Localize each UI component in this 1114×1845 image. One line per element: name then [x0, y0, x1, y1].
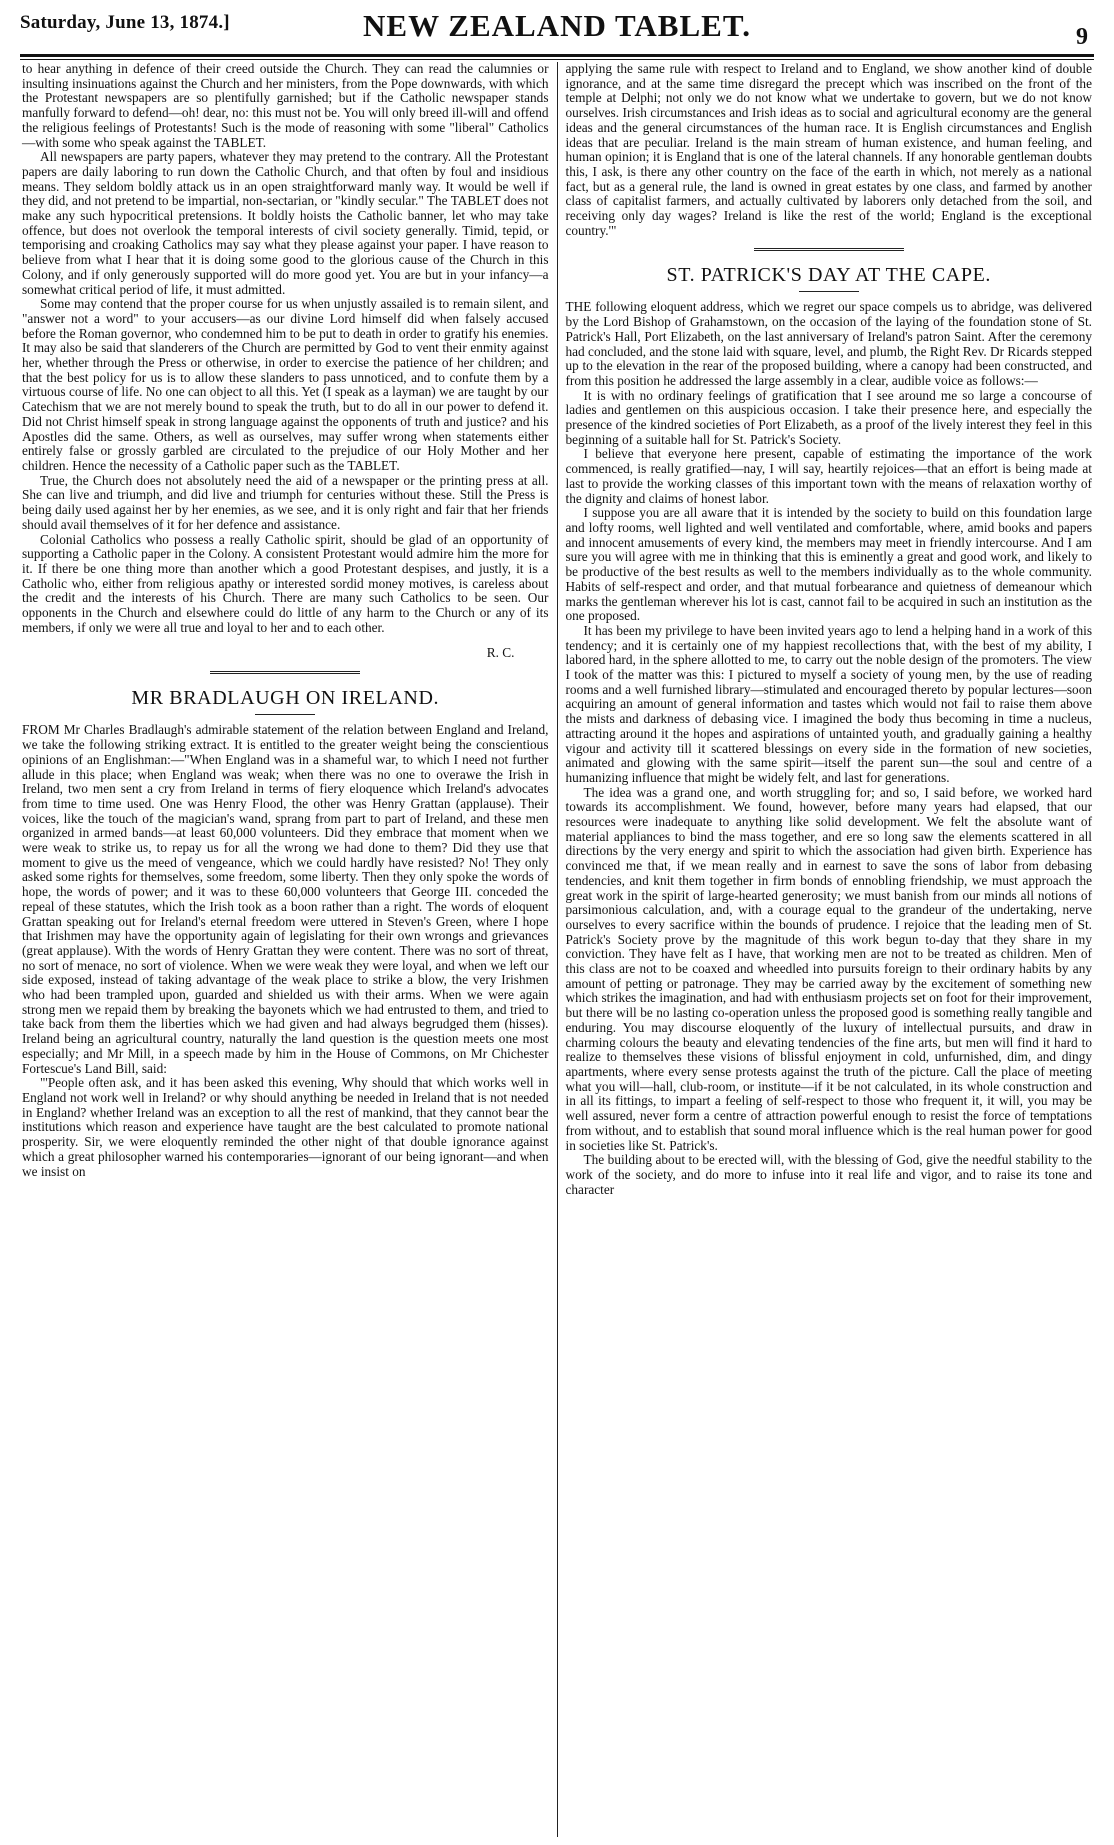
- section-separator: [754, 248, 904, 254]
- paragraph: It has been my privilege to have been invited years ago to lend a helping hand in a work of this tendency; and it is certainly one of my happiest recollections that, with the best of my ability, I labored hard, in the sphere allotted to me, to carry out the noble design of the promoters. The view I took of the matter was this: I pictured to myself a society of young men, by the use of reading rooms and a well furnished library—stimulated and encouraged thereto by popular lectures—soon acquiring an amount of general information and tastes which would not fail to raise them above the mists and darkness of debasing vice. I imagined the body thus becoming in time a nucleus, attracting around it the hopes and aspirations of untainted youth, and gradually gaining a healthy vigour and activity till it scattered blessings on every side in the formation of new societies, animated and glowing with the same spirit—itself the parent sun—the soul and centre of a humanizing influence that might be widely felt, and last for generations.: [565, 622, 1092, 785]
- paragraph: THE following eloquent address, which we regret our space compels us to abridge, was delivered by the Lord Bishop of Grahamstown, on the occasion of the laying of the foundation stone of St. Patrick's Hall, Port Elizabeth, on the last anniversary of Ireland's patron Saint. After the ceremony had concluded, and the stone laid with square, level, and plumb, the Right Rev. Dr Ricards stepped up to the elevation in the rear of the proposed building, where a canopy had been constructed, and from this position he addressed the large assembly in a clear, audible voice as follows:—: [565, 299, 1092, 388]
- paragraph: Some may contend that the proper course for us when unjustly assailed is to remain silent, and "answer not a word" to your accusers—as our divine Lord himself did when falsely accused before the Roman governor, who condemned him to be put to death in order to gratify his enemies. It may also be said that slanderers of the Church are permitted by God to vent their enmity against her, whether through the Press or otherwise, in order to exercise the patience of her children; and that the best policy for us is to allow these slanders to pass unnoticed, and to confute them by a virtuous course of life. No one can object to all this. Yet (I speak as a layman) we are taught by our Catechism that we are not merely bound to speak the truth, but to do all in our power to defend it. Did not Christ himself speak in strong language against the opponents of truth and justice? and his Apostles did the same. Others, as well as ourselves, may suffer wrong when statements either entirely false or grossly garbled are circulated to the prejudice of our Holy Mother and her children. Hence the necessity of a Catholic paper such as the TABLET.: [22, 296, 549, 473]
- page-number: 9: [1076, 24, 1088, 50]
- masthead-rule: [20, 54, 1094, 57]
- article-title-st-patricks: ST. PATRICK'S DAY AT THE CAPE.: [666, 264, 991, 287]
- paragraph: The idea was a grand one, and worth struggling for; and so, I said before, we worked hard towards its accomplishment. We found, however, before many years had elapsed, that our resources were inadequate to anything like solid development. We felt the absolute want of material appliances to bind the mass together, and ere so long saw the elements scattered in all directions by the very energy and spirit to which the association had given birth. Experience has convinced me that, if we mean really and in earnest to save the sons of labor from debasing tendencies, and knit them together in firm bonds of ennobling friendship, we must approach the great work in the spirit of large-hearted generosity; we must banish from our minds all notions of parsimonious calculation, and, with a courage equal to the grandeur of the undertaking, nerve ourselves to every sacrifice within the bounds of prudence. I rejoice that the leading men of St. Patrick's Society prove by the magnitude of this work begun to-day that they share in my conviction. They have felt as I have, that working men are not to be treated as children. Men of this class are not to be coaxed and wheedled into pursuits foreign to their ordinary habits by any amount of petting or patronage. They may be carried away by the excitement of something new which strikes the imagination, and had with enthusiasm projects set on foot for their improvement, but there will be no lasting co-operation unless the proposed good is something really tangible and enduring. You may discourse eloquently of the luxury of intellectual pursuits, and draw in charming colours the beauty and elevating tendencies of the fine arts, but men will find it hard to realize to themselves these visions of blissful enjoyment in cold, unfurnished, dim, and dingy apartments, where every sense protests against the truth of the picture. Call the place of meeting what you will—hall, club-room, or institute—if it be not calculated, in its whole construction and in all its fittings, to impart a feeling of self-respect to those who frequent it, it will, you may be well assured, never form a centre of attraction powerful enough to resist the force of temptations from without, and to establish that sound moral influence which is the real human power for good in societies like St. Patrick's.: [565, 784, 1092, 1153]
- paragraph: I suppose you are all aware that it is intended by the society to build on this foundation large and lofty rooms, well lighted and well ventilated and comfortable, where, amid books and papers and innocent amusements of every kind, the members may meet in friendly intercourse. And I am sure you will agree with me in thinking that this is eminently a great and good work, and likely to be productive of the best results as well to the members individually as to the whole community. Habits of self-respect and order, and that mutual forbearance and quietness of demeanour which marks the gentleman wherever his lot is cast, cannot fail to be acquired in such an institution as the one proposed.: [565, 505, 1092, 624]
- masthead-rule-thin: [20, 59, 1094, 60]
- paragraph: I believe that everyone here present, capable of estimating the importance of the work commenced, is really gratified—nay, I will say, heartily rejoices—that an effort is being made at last to provide the working classes of this important town with the means of relaxation worthy of the dignity and claims of honest labor.: [565, 446, 1092, 506]
- left-column: [20, 62, 557, 1837]
- paragraph: The building about to be erected will, with the blessing of God, give the needful stability to the work of the society, and do more to infuse into it real life and vigor, and to raise its tone and character: [565, 1152, 1092, 1197]
- paragraph: It is with no ordinary feelings of gratification that I see around me so large a concourse of ladies and gentlemen on this auspicious occasion. I take their presence here, and especially the presence of the kindred societies of Port Elizabeth, as a proof of the lively interest they feel in this beginning of a suitable hall for St. Patrick's Society.: [565, 387, 1092, 447]
- paragraph: Colonial Catholics who possess a really Catholic spirit, should be glad of an opportunity of supporting a Catholic paper in the Colony. A consistent Protestant would admire him the more for it. If there be one thing more than another which a good Protestant despises, and justly, it is a Catholic who, either from religious apathy or interested sordid money motives, is careless about the credit and the interests of his Church. There are many such Catholics to be seen. Our opponents in the Church and elsewhere could do little of any harm to the Church or any of its members, if only we were all true and loyal to her and to each other.: [22, 531, 549, 635]
- issue-date: Saturday, June 13, 1874.]: [20, 12, 230, 33]
- paragraph: to hear anything in defence of their creed outside the Church. They can read the calumnies or insulting insinuations against the Church and her ministers, from the Pope downwards, with which the Protestant newspapers are so plentifully garnished; but if the Catholic newspaper stands manfully forward to defend—oh! dear, no: this must not be. You will only breed ill-will and offend the religious feelings of Protestants! Such is the mode of reasoning with some "liberal" Catholics—with some who speak against the TABLET.: [22, 62, 549, 150]
- article-title-bradlaugh: MR BRADLAUGH ON IRELAND.: [131, 687, 440, 710]
- paragraph: "'People often ask, and it has been asked this evening, Why should that which works well in England not work well in Ireland? or why should anything be needed in Ireland that is not needed in England? whether Ireland was an exception to all the rest of mankind, that they cannot bear the institutions which reason and experience have taught are the best calculated to promote national prosperity. Sir, we were eloquently reminded the other night of that double ignorance against which a great philosopher warned his contemporaries—ignorant of our being ignorant—and when we insist on: [22, 1075, 549, 1179]
- title-rule: [255, 714, 315, 715]
- columns: [20, 62, 1094, 1837]
- newspaper-title: NEW ZEALAND TABLET.: [363, 8, 751, 43]
- paragraph: applying the same rule with respect to Ireland and to England, we show another kind of double ignorance, and at the same time disregard the precept which was inscribed on the front of the temple at Delphi; not only we do not know what we undertake to govern, but we do not know ourselves. Irish circumstances and Irish ideas as to social and agricultural economy are the general ideas and the general circumstances of the human race. It is English circumstances and English ideas that are peculiar. Ireland is the main stream of human existence, and human feeling, and human opinion; it is England that is one of the lateral channels. If any honorable gentleman doubts this, I ask, is there any other country on the face of the earth in which, not merely as a national fact, but as a general rule, the land is owned in great estates by one class, and farmed by another class of capitalist farmers, and actually cultivated by laborers only detached from the soil, and receiving only day wages? Ireland is like the rest of the world; England is the exceptional country.'": [565, 62, 1092, 238]
- section-separator: [210, 671, 360, 677]
- paragraph: True, the Church does not absolutely need the aid of a newspaper or the printing press at all. She can live and triumph, and did live and triumph for centuries without these. Still the Press is being daily used against her by her enemies, as we see, and it is only right and fair that her friends should avail themselves of it for her defence and assistance.: [22, 472, 549, 532]
- letter-signature: R. C.: [486, 645, 515, 661]
- right-column: [558, 62, 1095, 1837]
- paragraph: FROM Mr Charles Bradlaugh's admirable statement of the relation between England and Ireland, we take the following striking extract. It is entitled to the greater weight being the conscientious opinions of an Englishman:—"When England was in a shameful war, to which I need not further allude in this place; when England was weak; when there was no one to overawe the Irish in Ireland, two men sent a cry from Ireland in terms of fiery eloquence which Ireland's advocates from time to time used. One was Henry Flood, the other was Henry Grattan (applause). Their voices, like the touch of the magician's wand, sprang from part to part of Ireland, and these men organized in armed bands—at least 60,000 volunteers. Did they embrace that moment when we were weak to strike us, to repay us for all the wrong we had done to them? Did they use that moment to give us the meed of vengeance, which we could hardly have resisted? No! They only asked some rights for themselves, some freedom, some liberty. Then they only spoke the words of hope, the words of power; and it was to these 60,000 volunteers that George III. conceded the repeal of these statutes, which the Irish took as a boon rather than a right. The words of eloquent Grattan speaking out for Ireland's eternal freedom were uttered in Steven's Green, where I hope that Irishmen may have the opportunity again of legislating for their own wrongs and grievances (great applause). With the words of Henry Grattan they were content. There was no sort of threat, no sort of menace, no sort of violence. When we were weak they were loyal, and when we left our side exposed, instead of taking advantage of the weak place to strike a blow, the very Irishmen who had been trampled upon, guarded and shielded us with their arms. When we were again strong men we repaid them by breaking the bayonets which we had entrusted to them, and tried to take back from them the liberties which we had given and had always begrudged them (hisses). Ireland being an agricultural country, naturally the land question is the question meets one most especially; and Mr Mill, in a speech made by him in the House of Commons, on Mr Chichester Fortescue's Land Bill, said:: [22, 722, 549, 1076]
- title-rule: [799, 291, 859, 292]
- masthead: [20, 6, 1094, 50]
- paragraph: All newspapers are party papers, whatever they may pretend to the contrary. All the Protestant papers are daily laboring to run down the Catholic Church, and that often by foul and insidious means. They seldom boldly attack us in an open straightforward manly way. It would be well if they did, and not pretend to be impartial, non-sectarian, or "kindly secular." The TABLET does not make any such hypocritical pretensions. It boldly hoists the Catholic banner, let who may take offence, but does not overlook the temporal interests of civil society generally. Timid, tepid, or temporising and croaking Catholics may say what they please against your paper. I have reason to believe from what I hear that it is doing some good to the glorious cause of the Church in this Colony, and if only generously supported will do more good yet. You are but in your infancy—a somewhat critical period of life, it must admitted.: [22, 149, 549, 297]
